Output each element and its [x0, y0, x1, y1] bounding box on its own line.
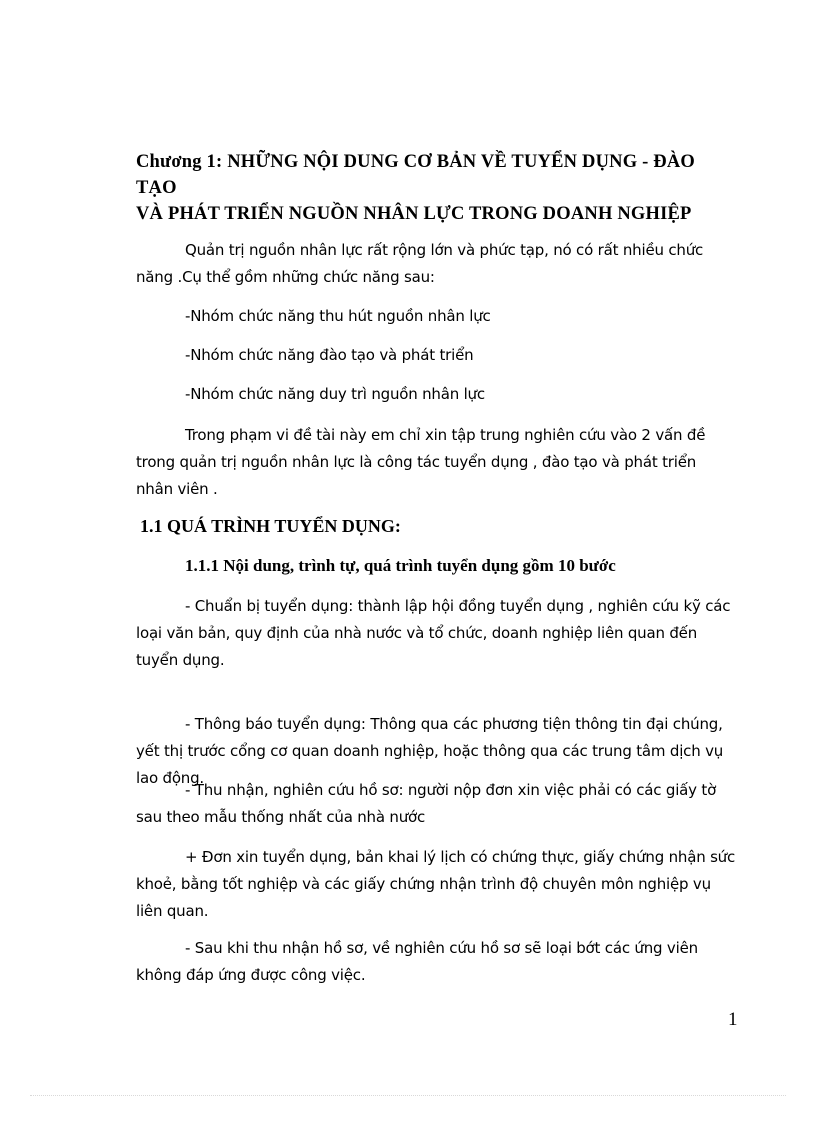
- chapter-title: [136, 149, 736, 227]
- intro-paragraph: Quản trị nguồn nhân lực rất rộng lớn và phức tạp, nó có rất nhiều chức năng .Cụ thể gồm những chức năng sau:: [136, 241, 704, 286]
- step-receive-paragraph: - Thu nhận, nghiên cứu hồ sơ: người nộp đơn xin việc phải có các giấy tờ sau theo mẫu thống nhất của nhà nước: [136, 781, 717, 826]
- step-prepare-paragraph: - Chuẩn bị tuyển dụng: thành lập hội đồng tuyển dụng , nghiên cứu kỹ các loại văn bản, quy định của nhà nước và tổ chức, doanh nghiệp liên quan đến tuyển dụng.: [136, 597, 731, 669]
- page-number: 1: [728, 1009, 738, 1030]
- chapter-title-line-2: VÀ PHÁT TRIỂN NGUỒN NHÂN LỰC TRONG DOANH NGHIỆP: [136, 204, 692, 224]
- page-bottom-divider: [30, 1095, 786, 1096]
- function-item-attract: -Nhóm chức năng thu hút nguồn nhân lực: [185, 307, 491, 325]
- scope-paragraph: Trong phạm vi đề tài này em chỉ xin tập trung nghiên cứu vào 2 vấn đề trong quản trị nguồn nhân lực là công tác tuyển dụng , đào tạo và phát triển nhân viên .: [136, 426, 706, 498]
- function-item-training: -Nhóm chức năng đào tạo và phát triển: [185, 346, 474, 364]
- section-heading: 1.1 QUÁ TRÌNH TUYỂN DỤNG:: [140, 516, 401, 536]
- function-item-retain: -Nhóm chức năng duy trì nguồn nhân lực: [185, 385, 485, 403]
- required-documents-paragraph: + Đơn xin tuyển dụng, bản khai lý lịch có chứng thực, giấy chứng nhận sức khoẻ, bằng tốt nghiệp và các giấy chứng nhận trình độ chuyên môn nghiệp vụ liên quan.: [136, 848, 736, 920]
- chapter-title-line-1: Chương 1: NHỮNG NỘI DUNG CƠ BẢN VỀ TUYỂN DỤNG - ĐÀO TẠO: [136, 152, 696, 198]
- step-screening-paragraph: - Sau khi thu nhận hồ sơ, về nghiên cứu hồ sơ sẽ loại bớt các ứng viên không đáp ứng được công việc.: [136, 939, 698, 984]
- step-announce-paragraph: - Thông báo tuyển dụng: Thông qua các phương tiện thông tin đại chúng, yết thị trước cổng cơ quan doanh nghiệp, hoặc thông qua các trung tâm dịch vụ lao động.: [136, 715, 724, 787]
- subsection-heading: 1.1.1 Nội dung, trình tự, quá trình tuyển dụng gồm 10 bước: [185, 556, 616, 575]
